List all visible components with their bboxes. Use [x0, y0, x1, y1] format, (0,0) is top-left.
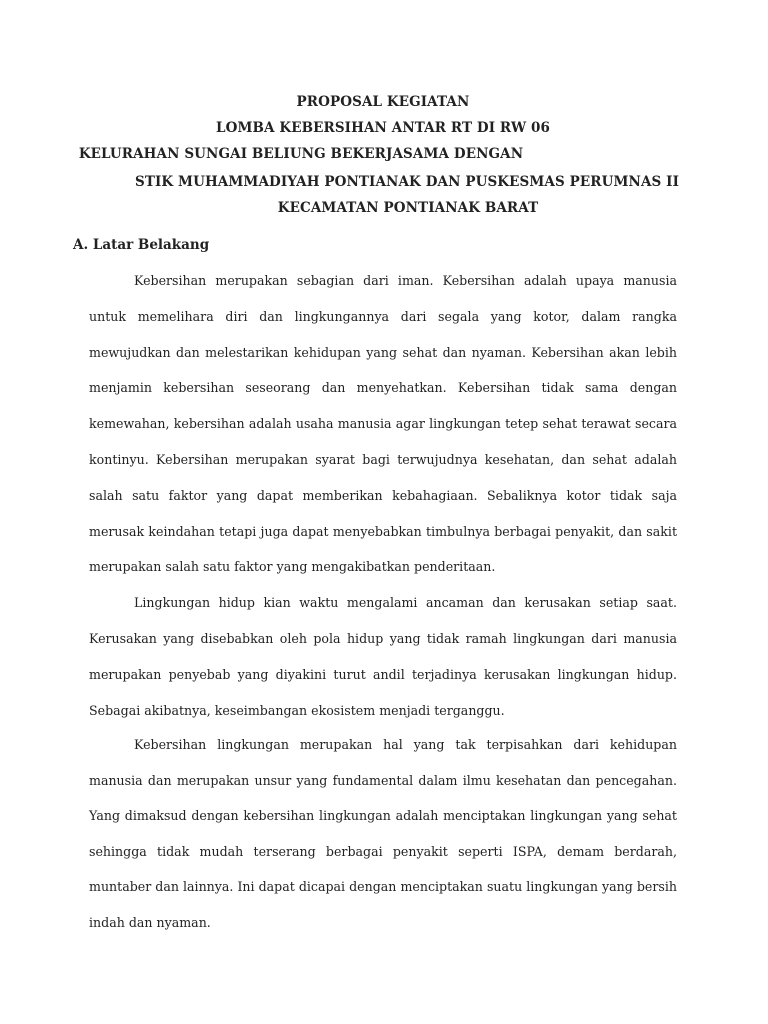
- title-line-5: KECAMATAN PONTIANAK BARAT: [277, 200, 539, 216]
- paragraph-1: Kebersihan merupakan sebagian dari iman. Kebersihan adalah upaya manusia untuk memelihara diri dan lingkungannya dari segala yang kotor, dalam rangka mewujudkan dan melestarikan kehidupan yang sehat dan nyaman. Kebersihan akan lebih menjamin kebersihan seseorang dan menyehatkan. Kebersihan tidak sama dengan kemewahan, kebersihan adalah usaha manusia agar lingkungan tetep sehat terawat secara kontinyu. Kebersihan merupakan syarat bagi terwujudnya kesehatan, dan sehat adalah salah satu faktor yang dapat memberikan kebahagiaan. Sebaliknya kotor tidak saja merusak keindahan tetapi juga dapat menyebabkan timbulnya berbagai penyakit, dan sakit merupakan salah satu faktor yang mengakibatkan penderitaan.: [89, 273, 677, 575]
- title-line-2: LOMBA KEBERSIHAN ANTAR RT DI RW 06: [216, 120, 550, 136]
- section-heading: A. Latar Belakang: [73, 237, 210, 253]
- paragraph-3: Kebersihan lingkungan merupakan hal yang tak terpisahkan dari kehidupan manusia dan merupakan unsur yang fundamental dalam ilmu kesehatan dan pencegahan. Yang dimaksud dengan kebersihan lingkungan adalah menciptakan lingkungan yang sehat sehingga tidak mudah terserang berbagai penyakit seperti ISPA, demam berdarah, muntaber dan lainnya. Ini dapat dicapai dengan menciptakan suatu lingkungan yang bersih indah dan nyaman.: [89, 737, 677, 930]
- title-line-3: KELURAHAN SUNGAI BELIUNG BEKERJASAMA DENGAN: [78, 146, 524, 162]
- title-line-4: STIK MUHAMMADIYAH PONTIANAK DAN PUSKESMAS PERUMNAS II: [134, 174, 679, 190]
- paragraph-2: Lingkungan hidup kian waktu mengalami ancaman dan kerusakan setiap saat. Kerusakan yang disebabkan oleh pola hidup yang tidak ramah lingkungan dari manusia merupakan penyebab yang diyakini turut andil terjadinya kerusakan lingkungan hidup. Sebagai akibatnya, keseimbangan ekosistem menjadi terganggu.: [89, 595, 677, 718]
- title-line-1: PROPOSAL KEGIATAN: [296, 94, 470, 110]
